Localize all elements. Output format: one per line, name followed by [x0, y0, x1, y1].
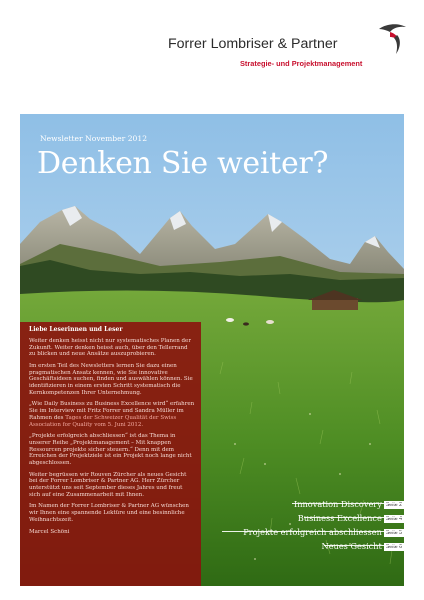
- index-item-business-excellence[interactable]: [214, 506, 404, 523]
- company-tagline: Strategie- und Projektmanagement: [240, 59, 363, 68]
- index-underline: [324, 545, 404, 546]
- letter-paragraph: Weiter begrüssen wir Rouven Zürcher als neues Gesicht bei der Forrer Lombriser & Partner AG. Herr Zürcher unterstützt uns seit September dieses Jahres und freut sich auf eine Zusammenarbeit mit Ihnen.: [29, 471, 187, 498]
- contents-index: [214, 492, 404, 551]
- index-item-neues-gesicht[interactable]: [214, 534, 404, 551]
- index-item-innovation-discovery[interactable]: [214, 492, 404, 509]
- letter-paragraph: Weiter denken heisst nicht nur systematisches Planen der Zukunft. Weiter denken heisst auch, über den Tellerrand zu blicken und neue Ansätze auszuprobieren.: [29, 337, 191, 358]
- index-underline: [304, 517, 404, 518]
- index-page-badge: Seite 2: [385, 502, 402, 508]
- letter-paragraph: „Projekte erfolgreich abschliessen“ ist das Thema in unserer Reihe „Projektmanagement – Mit knappen Ressourcen projekte sicher steuern.“ Denn mit dem Erreichen der Projektziele ist ein Projekt noch lange nicht abgeschlossen.: [29, 433, 192, 467]
- index-item-projekte-abschliessen[interactable]: [214, 520, 404, 537]
- index-page-badge: Seite 4: [385, 516, 402, 522]
- editorial-letter: [29, 327, 195, 540]
- index-item-label: Business Excellence: [297, 513, 382, 523]
- index-underline: [292, 503, 404, 504]
- index-item-label: Innovation Discovery: [294, 499, 382, 509]
- index-item-label: Projekte erfolgreich abschliessen: [243, 527, 382, 537]
- newsletter-date: Newsletter November 2012: [40, 134, 148, 143]
- letter-greeting: Liebe Leserinnen und Leser: [29, 326, 123, 333]
- company-name: Forrer Lombriser & Partner: [168, 36, 338, 52]
- index-underline: [222, 531, 404, 532]
- index-item-label: Neues Gesicht: [321, 541, 382, 551]
- swallow-logo-icon: [377, 21, 407, 55]
- cover-title: Denken Sie weiter?: [37, 146, 329, 181]
- letter-paragraph: [29, 401, 195, 428]
- index-page-badge: Seite 5: [385, 530, 402, 536]
- letter-paragraph: Im Namen der Forrer Lombriser & Partner AG wünschen wir Ihnen eine spannende Lektüre und eine besinnliche Weihnachtszeit.: [29, 503, 189, 523]
- index-page-badge: Seite 6: [385, 544, 402, 550]
- letter-text: „Wie Daily Business zu Business Excellence wird“ erfahren Sie im Interview mit Fritz Forrer und Sandra Müller im Rahmen des: [29, 401, 195, 421]
- letter-highlight: Tages der Schweizer Qualität der Swiss Association for Quality vom 5. Juni 2012.: [29, 414, 177, 428]
- letter-signature: Marcel Schöni: [29, 528, 70, 535]
- letter-paragraph: Im ersten Teil des Newsletters lernen Sie dazu einen pragmatischen Ansatz kennen, wie Sie innovative Geschäftsideen suchen, finden und auswählen können. Sie identifizieren in einem ersten Schritt systematisch die Kernkompetenzen Ihrer Unternehmung.: [29, 362, 193, 396]
